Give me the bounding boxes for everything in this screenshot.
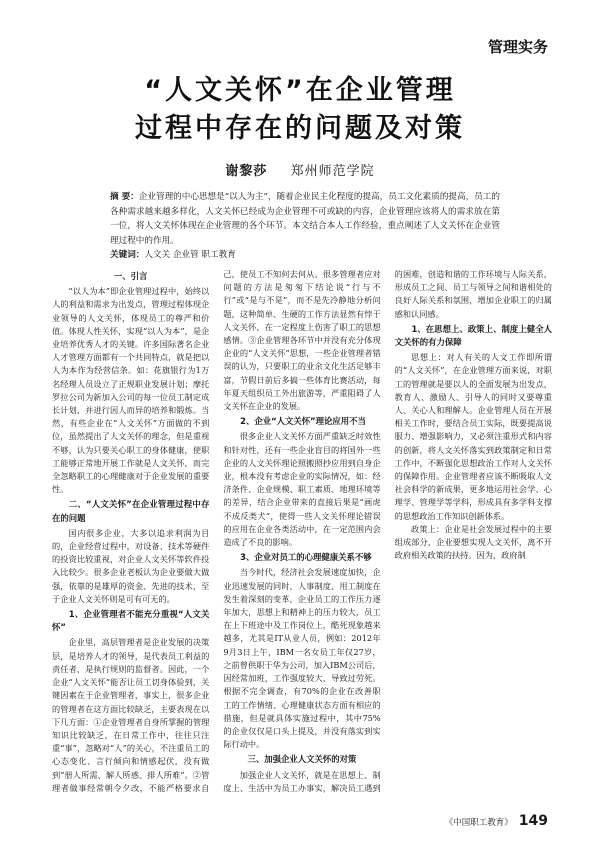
section-heading-intro: 一、引言	[113, 271, 148, 281]
subsection-heading: 1、企业管理者不能充分重视“人文关怀”	[52, 609, 210, 633]
column-tag: 管理实务	[487, 38, 548, 56]
subsection-heading: 3、企业对员工的心理健康关系不够	[240, 552, 372, 563]
section-heading-countermeasures: 三、加强企业人文关怀的对策	[247, 754, 357, 765]
article-title	[0, 72, 600, 148]
page-number: 149	[518, 813, 548, 829]
keywords-label: 关键词：	[110, 250, 145, 260]
paragraph: 企业里，高层管理者是企业发展的决策层，是培养人才的领导，是代表员工利益的责任者，是执行规则的监督者。因此，一个企业“人文关怀”能否让员工切身体验到，关键因素在于企业管理者，事实上，很多企业的管理者在这方面比较缺乏，主要表现在以下几方面：①企业管理者自身所掌握的管理知识比较缺乏，在日常工作中，往往只注重“事”，忽略对“人”的关心，不注重员工的心态变化、言行倾向和情感起伏，没有做到“册人所需、解人所惑、排人所难”。②管理者做事经常朝令夕改，不能严格要求自己，使员工不知何去何从。很多管理者应对问题的方法是匆匆下结论说“行与不行”或“是与不是”，而不是先冷静地分析问题，这种简单、生硬的工作方法显然有悖于人文关怀，在一定程度上伤害了职工的思想感情。③企业管理各环节中并没有充分体现企业的“人文关怀”思想，一些企业管理者错误的认为，只要职工的业余文化生活足够丰富，节假日前后多搞一些体育比赛活动，每年夏天组织员工外出旅游等，严重阻碍了人文关怀在企业的发展。	[52, 269, 381, 793]
author-name: 谢黎莎	[225, 164, 268, 179]
page-footer	[445, 813, 548, 829]
subsection-heading: 1、在思想上、政策上、制度上健全人文关怀的有力保障	[394, 323, 552, 348]
subsection-heading: 2、企业“人文关怀”理论应用不当	[240, 416, 366, 427]
title-line-2: 过程中存在的问题及对策	[135, 113, 465, 144]
paragraph: 国内很多企业，大多以追求利润为目的，企业经营过程中，对设备、技术等硬件的投资比较重视，对企业人文关怀等软件投入比较少。很多企业老板认为企业要做大做强，依靠的是雄厚的资金、先进的技术，至于企业人文关怀则是可有可无的。	[52, 527, 210, 604]
abstract-text: 企业管理的中心思想是“以人为主”，随着企业民主化程度的提高，员工文化素质的提高，员工的各种需求越来越多样化，人文关怀已经成为企业管理不可或缺的内容，企业管理应该将人的需求放在第一位，将人文关怀体现在企业管理的各个环节。本文结合本人工作经验，重点阐述了人文关怀在企业管理过程中的作用。	[110, 192, 500, 246]
abstract	[110, 190, 500, 263]
paragraph: “以人为本”即企业管理过程中，始终以人的利益和需求为出发点，管理过程体现企业领导的人文关怀，体现员工的尊严和价值。体现人性关怀，实现“以人为本”，是企业培养优秀人才的关键。许多国际著名企业人才管理方面都有一个共同特点，就是把以人为本作为经营信条。如：花旗银行为1万名经理人员设立了正规职业发展计划；摩托罗拉公司为新加入公司的每一位员工制定成长计划，并进行因人而异的培养和锻炼。当然，有些企业在“人文关怀”方面做的不到位，虽然提出了人文关怀的理念，但是重视不够，认为只要关心职工的身体健康，使职工能够正常地开展工作就是人文关怀，而完全忽略职工的心理健康对于企业发展的重要性。	[52, 286, 210, 495]
byline	[0, 160, 600, 179]
paragraph: 加强企业人文关怀，就是在思想上、制度上、生活中为员工办事实，解决员工遇到的困难，创造和谐的工作环境与人际关系，形成员工之间、员工与领导之间和谐相处的良好人际关系和氛围，增加企业职工的归属感和认同感。	[223, 269, 552, 793]
paragraph: 当今时代，经济社会发展速度加快，企业迅速发展的同时，人事制度、用工制度在发生着深刻的变革，企业员工的工作压力逐年加大，思想上和精神上的压力较大，员工在上下班途中及工作岗位上，酷死现象越来越多，尤其是IT从业人员，例如：2012年9月3日上午，IBM一名女员工年仅27岁，之前曾供职于华为公司，加入IBM公司后，因经常加班，工作强度较大，导致过劳死。根据不完全调查，有70%的企业在改善职工的工作情绪、心理健康状态方面有相应的措施，但是就具体实施过程中，其中75%的企业仅仅是口头上提及，并没有落实到实际行动中。	[223, 567, 381, 750]
paragraph: 很多企业人文关怀方面严重缺乏时效性和针对性，还有一些企业盲目的将国外一些企业的人文关怀理论照搬照抄应用到自身企业，根本没有考虑企业的实际情况，如：经济条件、企业规模、职工素质、地理环境等的差异，结合企业带来的直接后果是“画虎不成反类犬”，使得一些人文关怀理论错误的应用在企业各类活动中，在一定范围内会造成了不良的影响。	[223, 431, 381, 548]
author-affiliation: 郑州师范学院	[290, 164, 375, 179]
section-heading-problems: 二、“人文关怀”在企业管理过程中存在的问题	[52, 499, 210, 523]
article-body	[52, 268, 552, 808]
title-line-1: “人文关怀”在企业管理	[144, 75, 456, 106]
journal-name: 《中国职工教育》	[444, 818, 513, 828]
abstract-label: 摘 要：	[110, 192, 139, 202]
paragraph: 思想上：对人有关的人文工作即所谓的“人文关怀”，在企业管理方面来说，对职工的管理就是要以人的全面发展为出发点，教育人、激励人、引导人的同时又要尊重人、关心人和理解人。企业管理人员在开展相关工作时，要结合员工实际，既要提高说服力、增强影响力，又必须注重形式和内容的创新，将人文关怀落实到政策制定和日常工作中，不断强化思想政治工作对人文关怀的保障作用。企业管理者应该不断吸取人文社会科学的新成果，更多地运用社会学、心理学、管理学等学科，形成具有多学科支撑的思想政治工作知识创新体系。	[394, 352, 552, 521]
keywords-text: 人文关 企业管 职工教育	[144, 250, 236, 260]
paragraph: 政策上：企业是社会发展过程中的主要组成部分，企业要想实现人文关怀，离不开政府相关政策的扶持。因为，政府制	[394, 523, 552, 561]
